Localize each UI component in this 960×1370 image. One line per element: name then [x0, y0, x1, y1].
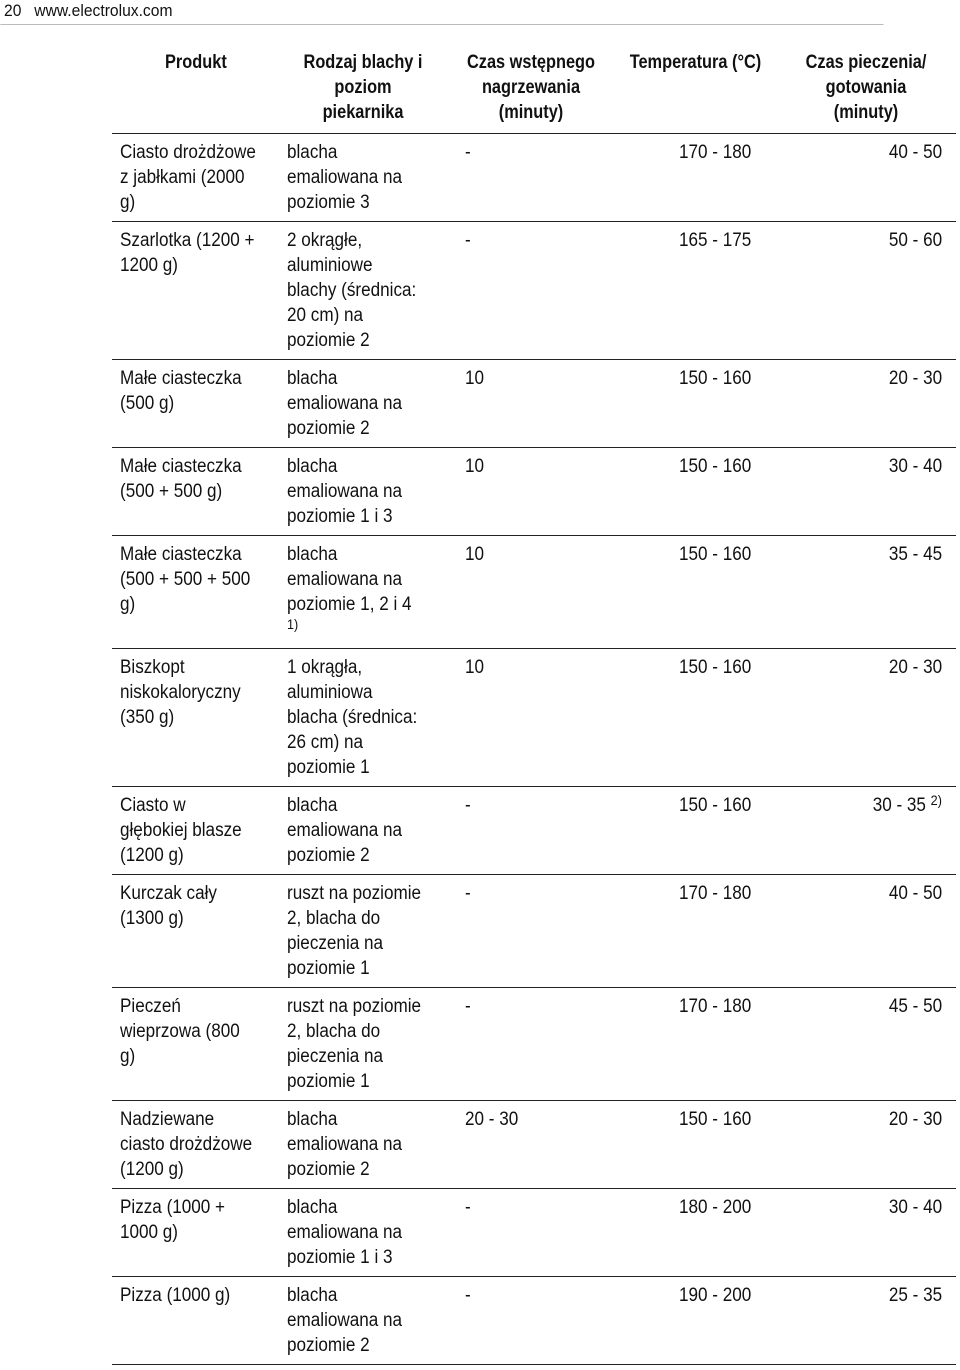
cell-temperature: 170 - 180: [615, 134, 776, 222]
cell-preheat: 10: [447, 649, 615, 787]
cell-temperature: 150 - 160: [615, 536, 776, 649]
cell-product: Pizza (1000 + 1000 g): [112, 1189, 279, 1277]
cell-time: 40 - 50: [776, 134, 956, 222]
cell-product: Pieczeń wieprzowa (800 g): [112, 988, 279, 1101]
cell-tray-level: ruszt na poziomie 2, blacha do pieczenia na poziomie 1: [279, 988, 447, 1101]
cell-preheat: 10: [447, 360, 615, 448]
table-row: [112, 222, 956, 360]
cell-product: Pizza (1000 g): [112, 1277, 279, 1365]
table-row: [112, 1277, 956, 1365]
col-header-tray-level: Rodzaj blachy i poziom piekarnika: [279, 44, 447, 134]
cell-temperature: 150 - 160: [615, 649, 776, 787]
baking-table: [112, 44, 956, 1365]
cell-temperature: 150 - 160: [615, 360, 776, 448]
cell-tray-level: blacha emaliowana na poziomie 2: [279, 1101, 447, 1189]
cell-temperature: 180 - 200: [615, 1189, 776, 1277]
cell-tray-level: ruszt na poziomie 2, blacha do pieczenia na poziomie 1: [279, 875, 447, 988]
cell-product: Małe ciasteczka (500 g): [112, 360, 279, 448]
cell-time: 40 - 50: [776, 875, 956, 988]
footnote-marker: 1): [287, 616, 299, 632]
table-row: [112, 988, 956, 1101]
cell-temperature: 165 - 175: [615, 222, 776, 360]
site-url[interactable]: www.electrolux.com: [34, 1, 173, 20]
table-row: [112, 448, 956, 536]
table-row: [112, 1189, 956, 1277]
cell-time: 20 - 30: [776, 1101, 956, 1189]
footnote-marker: 2): [930, 792, 942, 808]
cell-tray-level: blacha emaliowana na poziomie 1 i 3: [279, 1189, 447, 1277]
cell-time: 30 - 40: [776, 1189, 956, 1277]
cell-preheat: -: [447, 1189, 615, 1277]
cell-preheat: -: [447, 787, 615, 875]
cell-temperature: 190 - 200: [615, 1277, 776, 1365]
cell-temperature: 150 - 160: [615, 448, 776, 536]
cell-tray-level: blacha emaliowana na poziomie 2: [279, 360, 447, 448]
table-row: [112, 1101, 956, 1189]
table-row: [112, 536, 956, 649]
col-header-preheat: Czas wstępnego nagrzewania (minuty): [447, 44, 615, 134]
cell-product: Kurczak cały (1300 g): [112, 875, 279, 988]
cell-temperature: 170 - 180: [615, 875, 776, 988]
table-row: [112, 787, 956, 875]
page-number: 20: [4, 1, 22, 20]
cell-time: 50 - 60: [776, 222, 956, 360]
cell-time: 20 - 30: [776, 360, 956, 448]
cell-tray-level: blacha emaliowana na poziomie 1 i 3: [279, 448, 447, 536]
col-header-product: Produkt: [112, 44, 279, 134]
col-header-temperature: Temperatura (°C): [615, 44, 776, 134]
cell-preheat: 10: [447, 536, 615, 649]
page-header: [4, 0, 172, 24]
cell-tray-level: blacha emaliowana na poziomie 2: [279, 1277, 447, 1365]
header-divider: [0, 24, 883, 25]
cell-time: 20 - 30: [776, 649, 956, 787]
cell-tray-level: blacha emaliowana na poziomie 3: [279, 134, 447, 222]
cell-preheat: 10: [447, 448, 615, 536]
cell-time: 30 - 40: [776, 448, 956, 536]
cell-product: Biszkopt niskokaloryczny (350 g): [112, 649, 279, 787]
cell-temperature: 150 - 160: [615, 787, 776, 875]
table-row: [112, 134, 956, 222]
cell-temperature: 170 - 180: [615, 988, 776, 1101]
cell-tray-level: 1 okrągła, aluminiowa blacha (średnica: 26 cm) na poziomie 1: [279, 649, 447, 787]
cell-tray-level: 2 okrągłe, aluminiowe blachy (średnica: 20 cm) na poziomie 2: [279, 222, 447, 360]
cell-preheat: -: [447, 988, 615, 1101]
table-row: [112, 360, 956, 448]
cell-time: 25 - 35: [776, 1277, 956, 1365]
cell-time: 30 - 35 $^{2)}$: [776, 787, 956, 875]
table-row: [112, 875, 956, 988]
cell-time: 35 - 45: [776, 536, 956, 649]
cell-product: Ciasto w głębokiej blasze (1200 g): [112, 787, 279, 875]
table-row: [112, 649, 956, 787]
cell-temperature: 150 - 160: [615, 1101, 776, 1189]
cell-product: Ciasto drożdżowe z jabłkami (2000 g): [112, 134, 279, 222]
cell-preheat: 20 - 30: [447, 1101, 615, 1189]
cell-preheat: -: [447, 134, 615, 222]
cell-tray-level: blacha emaliowana na poziomie 1, 2 i 4 $^{1)}$: [279, 536, 447, 649]
cell-product: Małe ciasteczka (500 + 500 g): [112, 448, 279, 536]
cell-preheat: -: [447, 1277, 615, 1365]
cell-tray-level: blacha emaliowana na poziomie 2: [279, 787, 447, 875]
cell-product: Szarlotka (1200 + 1200 g): [112, 222, 279, 360]
cell-preheat: -: [447, 875, 615, 988]
cell-product: Małe ciasteczka (500 + 500 + 500 g): [112, 536, 279, 649]
cell-preheat: -: [447, 222, 615, 360]
col-header-time: Czas pieczenia/ gotowania (minuty): [776, 44, 956, 134]
cell-product: Nadziewane ciasto drożdżowe (1200 g): [112, 1101, 279, 1189]
cell-time: 45 - 50: [776, 988, 956, 1101]
table-header-row: [112, 44, 956, 134]
